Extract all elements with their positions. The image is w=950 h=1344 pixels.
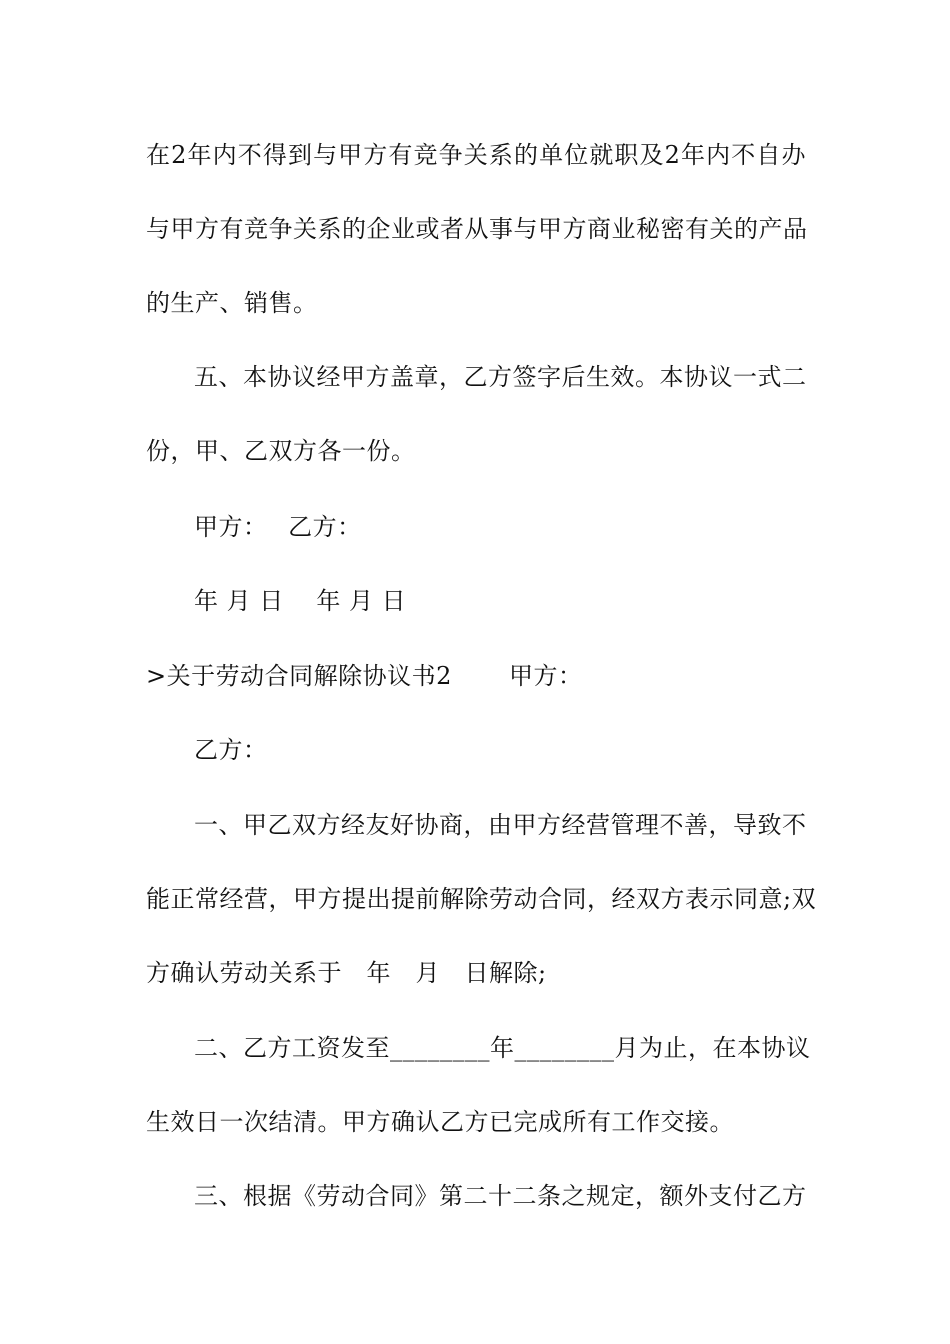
paragraph-line-3: 的生产、销售。 <box>146 289 318 317</box>
clause-two-line-2: 生效日一次结清。甲方确认乙方已完成所有工作交接。 <box>146 1108 734 1136</box>
clause-one-line-3: 方确认劳动关系于 年 月 日解除; <box>146 959 547 987</box>
clause-one-line-2: 能正常经营，甲方提出提前解除劳动合同，经双方表示同意;双 <box>146 885 817 913</box>
clause-five-line-2: 份，甲、乙双方各一份。 <box>146 437 416 465</box>
clause-five-line-1: 五、本协议经甲方盖章，乙方签字后生效。本协议一式二 <box>194 363 807 391</box>
clause-two-line-1: 二、乙方工资发至________年________月为止，在本协议 <box>194 1034 811 1062</box>
signature-dates: 年 月 日 年 月 日 <box>194 587 407 615</box>
section-heading: >关于劳动合同解除协议书2 甲方： <box>146 662 583 690</box>
party-b-label: 乙方： <box>194 736 268 764</box>
clause-one-line-1: 一、甲乙双方经友好协商，由甲方经营管理不善，导致不 <box>194 811 807 839</box>
clause-three-line-1: 三、根据《劳动合同》第二十二条之规定，额外支付乙方 <box>194 1182 807 1210</box>
paragraph-line-1: 在2年内不得到与甲方有竞争关系的单位就职及2年内不自办 <box>146 141 806 169</box>
signature-parties: 甲方： 乙方： <box>194 513 362 541</box>
paragraph-line-2: 与甲方有竞争关系的企业或者从事与甲方商业秘密有关的产品 <box>146 215 808 243</box>
